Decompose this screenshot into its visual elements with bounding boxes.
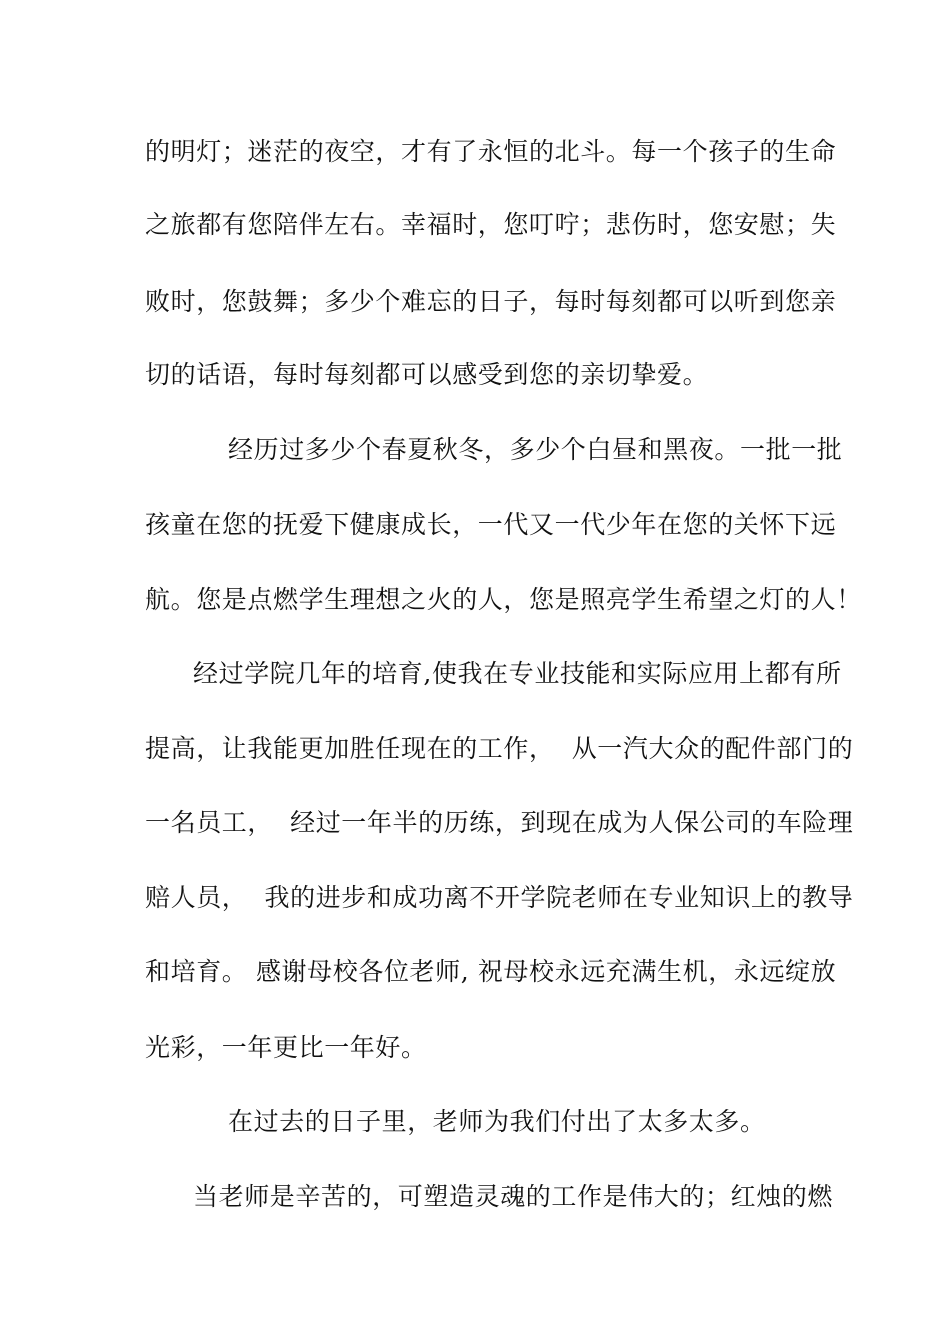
text-line: 赔人员， 我的进步和成功离不开学院老师在专业知识上的教导 [145,883,854,912]
text-line: 在过去的日子里，老师为我们付出了太多太多。 [228,1107,766,1136]
text-line: 孩童在您的抚爱下健康成长，一代又一代少年在您的关怀下远 [145,510,837,539]
text-line: 败时，您鼓舞；多少个难忘的日子，每时每刻都可以听到您亲 [145,287,837,316]
text-line: 和培育。 感谢母校各位老师, 祝母校永远充满生机，永远绽放 [145,957,837,986]
text-line: 当老师是辛苦的，可塑造灵魂的工作是伟大的；红烛的燃 [193,1182,834,1211]
text-line: 航。您是点燃学生理想之火的人，您是照亮学生希望之灯的人！ [145,585,862,614]
text-line: 经过学院几年的培育,使我在专业技能和实际应用上都有所 [193,659,842,688]
text-line: 切的话语，每时每刻都可以感受到您的亲切挚爱。 [145,360,709,389]
text-line: 经历过多少个春夏秋冬，多少个白昼和黑夜。一批一批 [228,435,843,464]
text-line: 光彩，一年更比一年好。 [145,1033,427,1062]
text-line: 提高，让我能更加胜任现在的工作， 从一汽大众的配件部门的 [145,734,854,763]
text-line: 一名员工， 经过一年半的历练，到现在成为人保公司的车险理 [145,808,854,837]
text-line: 之旅都有您陪伴左右。幸福时，您叮咛；悲伤时，您安慰；失 [145,210,837,239]
text-line: 的明灯；迷茫的夜空，才有了永恒的北斗。每一个孩子的生命 [145,137,837,166]
